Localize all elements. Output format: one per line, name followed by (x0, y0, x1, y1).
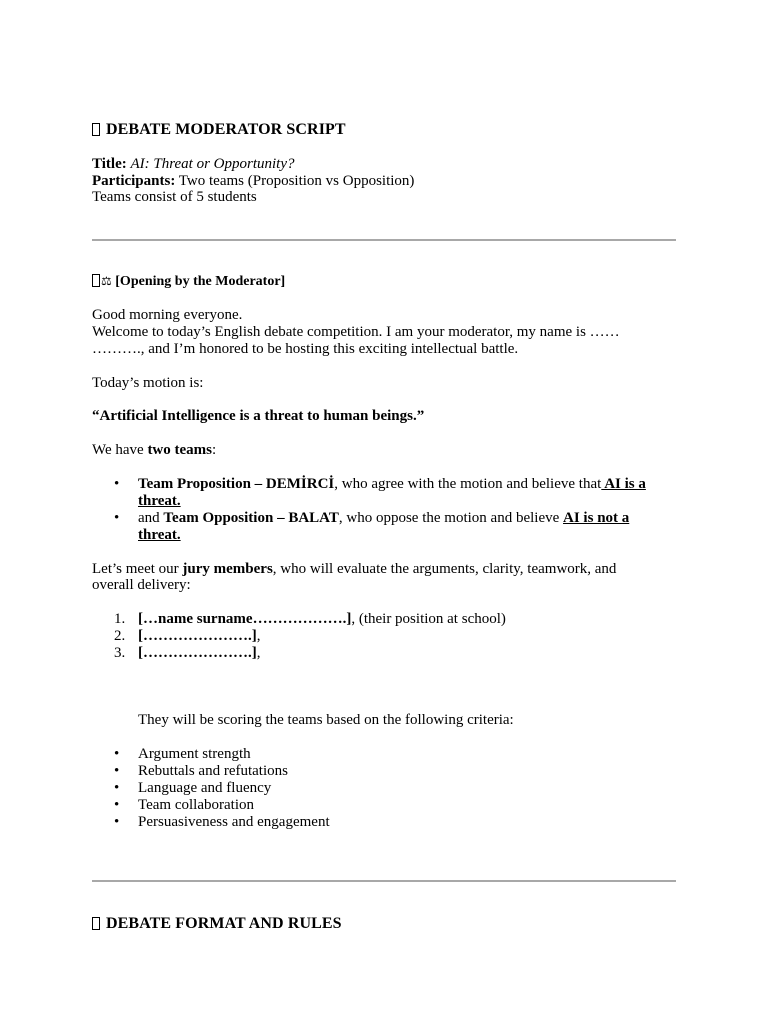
jury-intro-line-1: Let’s meet our jury members, who will evaluate the arguments, clarity, teamwork, and (92, 561, 617, 577)
list-item: 3. [………………….], (114, 645, 261, 661)
greeting: Good morning everyone. (92, 307, 243, 323)
missing-glyph-icon (92, 274, 100, 287)
jury-intro-line-2: overall delivery: (92, 577, 191, 593)
list-item: • Team collaboration (114, 797, 254, 813)
participants-value: Two teams (Proposition vs Opposition) (175, 173, 415, 189)
list-item: 1. […name surname……………….], (their position at school) (114, 611, 506, 627)
list-item: • Persuasiveness and engagement (114, 814, 330, 830)
bullet: • (114, 510, 120, 526)
list-item: • Team Proposition – DEMİRCİ, who agree with the motion and believe that AI is a threat. (114, 476, 646, 509)
script-title: DEBATE MODERATOR SCRIPT (92, 121, 346, 138)
list-item: • Rebuttals and refutations (114, 763, 288, 779)
list-item: • and Team Opposition – BALAT, who oppose the motion and believe AI is not a threat. (114, 510, 630, 543)
divider (92, 239, 676, 241)
teams-count-line: Teams consist of 5 students (92, 189, 257, 205)
format-title: DEBATE FORMAT AND RULES (92, 915, 342, 932)
criteria-intro: They will be scoring the teams based on the following criteria: (138, 712, 514, 728)
team-name: Team Opposition – BALAT (163, 510, 339, 526)
opening-heading: ⚖ [Opening by the Moderator] (92, 273, 285, 290)
team-name: Team Proposition – DEMİRCİ (138, 476, 335, 492)
divider (92, 880, 676, 882)
list-item: • Language and fluency (114, 780, 272, 796)
missing-glyph-icon (92, 917, 100, 930)
motion-text: “Artificial Intelligence is a threat to human beings.” (92, 408, 425, 424)
title-value: AI: Threat or Opportunity? (130, 156, 295, 172)
list-item: 2. [………………….], (114, 628, 261, 644)
teams-intro: We have two teams: (92, 442, 217, 458)
teams-list (92, 476, 692, 544)
list-item: • Argument strength (114, 746, 251, 762)
jury-list (92, 611, 692, 662)
participants-line (92, 173, 414, 190)
welcome-line-2: ………., and I’m honored to be hosting this exciting intellectual battle. (92, 341, 519, 357)
participants-label: Participants: (92, 173, 176, 189)
title-label: Title: (92, 156, 127, 172)
missing-glyph-icon (92, 123, 100, 136)
criteria-list (92, 746, 692, 831)
motion-intro: Today’s motion is: (92, 375, 204, 391)
welcome-line-1: Welcome to today’s English debate competition. I am your moderator, my name is …… (92, 324, 620, 340)
bullet: • (114, 476, 120, 492)
title-line (92, 156, 295, 173)
scales-icon: ⚖ (101, 274, 112, 288)
